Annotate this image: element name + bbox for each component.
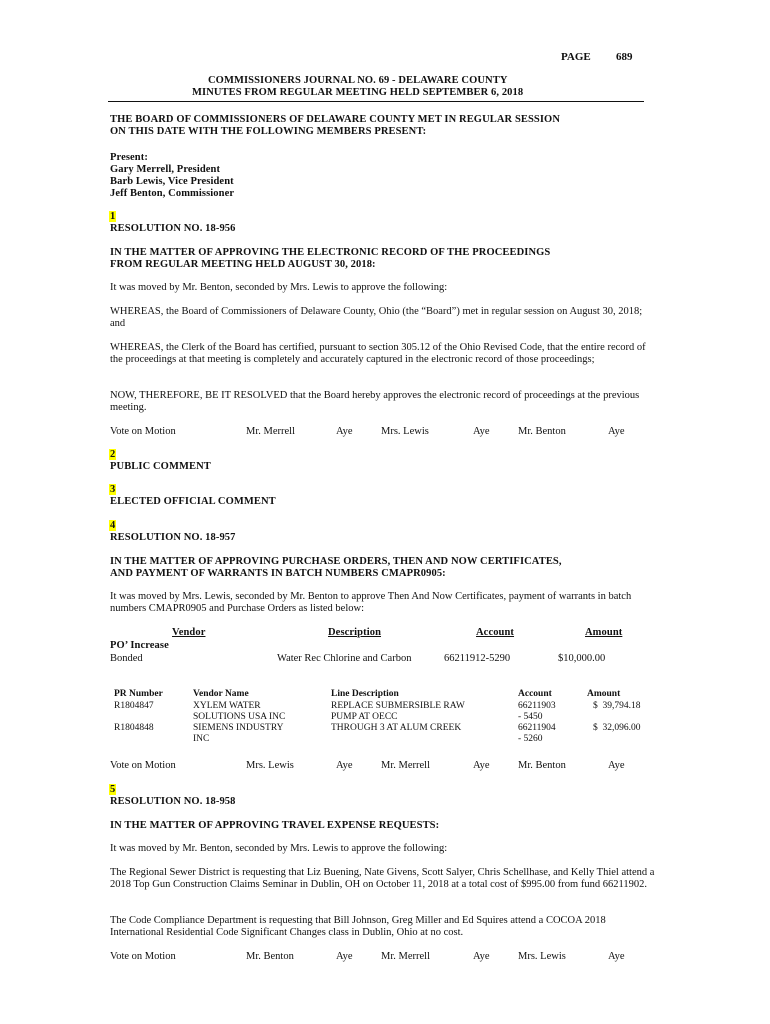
member-commissioner: Jeff Benton, Commissioner (110, 188, 235, 199)
col-header-vendor-name: Vendor Name (193, 689, 249, 699)
motion-text: It was moved by Mr. Benton, seconded by Mrs. Lewis to approve the following: (110, 843, 448, 854)
matter-heading-line2: FROM REGULAR MEETING HELD AUGUST 30, 2018: (110, 259, 376, 270)
whereas-paragraph: WHEREAS, the Board of Commissioners of Delaware County, Ohio (the “Board”) met in regular session on August 30, 2018; and (110, 306, 643, 329)
matter-heading: IN THE MATTER OF APPROVING TRAVEL EXPENSE REQUESTS: (110, 820, 440, 831)
resolution-title: RESOLUTION NO. 18-958 (110, 796, 236, 807)
present-label: Present: (110, 152, 148, 163)
item-number-5: 5 (110, 784, 116, 795)
section-title: ELECTED OFFICIAL COMMENT (110, 496, 276, 507)
vote-value: Aye (336, 951, 353, 962)
page-number: 689 (616, 51, 633, 63)
vote-value: Aye (336, 760, 353, 771)
po-description-cell: Water Rec Chlorine and Carbon (277, 653, 412, 664)
col-header-account: Account (518, 689, 552, 699)
member-president: Gary Merrell, President (110, 164, 221, 175)
col-header-pr-number: PR Number (114, 689, 163, 699)
section-title: PUBLIC COMMENT (110, 461, 211, 472)
amount-cell: $ 39,794.18 (593, 701, 641, 711)
col-header-amount: Amount (585, 627, 623, 638)
account-cell: 66211903 (518, 701, 556, 711)
col-header-description: Description (328, 627, 382, 638)
member-vice-president: Barb Lewis, Vice President (110, 176, 234, 187)
vote-row (0, 760, 770, 774)
vote-member: Mrs. Lewis (518, 951, 566, 962)
vote-value: Aye (336, 426, 353, 437)
item-number-3: 3 (110, 484, 116, 495)
page-label: PAGE (561, 51, 591, 63)
resolved-paragraph: NOW, THEREFORE, BE IT RESOLVED that the Board hereby approves the electronic record of proceedings at the previous meeting. (110, 390, 640, 413)
header-rule (108, 101, 644, 102)
po-amount-cell: $10,000.00 (558, 653, 606, 664)
motion-text: It was moved by Mrs. Lewis, seconded by Mr. Benton to approve Then And Now Certificates, payment of warrants in batch numbers CMAPR0905 and Purchase Orders as listed below: (110, 591, 632, 614)
vote-value: Aye (473, 760, 490, 771)
matter-heading-line1: IN THE MATTER OF APPROVING PURCHASE ORDERS, THEN AND NOW CERTIFICATES, (110, 556, 562, 567)
travel-request-paragraph: The Code Compliance Department is requesting that Bill Johnson, Greg Miller and Ed Squires attend a COCOA 2018 International Residential Code Significant Changes class in Dublin, Ohio at no cost. (110, 915, 606, 938)
col-header-vendor: Vendor (172, 627, 206, 638)
vote-label: Vote on Motion (110, 760, 176, 771)
vote-member: Mr. Merrell (381, 760, 430, 771)
col-header-line-description: Line Description (331, 689, 399, 699)
line-description-cell: REPLACE SUBMERSIBLE RAW (331, 701, 465, 711)
motion-text: It was moved by Mr. Benton, seconded by Mrs. Lewis to approve the following: (110, 282, 448, 293)
vendor-name-cell: SOLUTIONS USA INC (193, 712, 286, 722)
line-description-cell: PUMP AT OECC (331, 712, 398, 722)
vote-value: Aye (608, 951, 625, 962)
travel-request-paragraph: The Regional Sewer District is requesting that Liz Buening, Nate Givens, Scott Salyer, Chris Schellhase, and Kelly Thiel attend a 2018 Top Gun Construction Claims Seminar in Dublin, OH on October 11, 2018 at a total cost of $995.00 from fund 66211902. (110, 867, 655, 890)
item-number-1: 1 (110, 211, 116, 222)
account-cell: - 5260 (518, 734, 543, 744)
vote-row (0, 951, 770, 965)
account-cell: - 5450 (518, 712, 543, 722)
amount-cell: $ 32,096.00 (593, 723, 641, 733)
minutes-title: MINUTES FROM REGULAR MEETING HELD SEPTEMBER 6, 2018 (192, 87, 524, 98)
po-account-cell: 66211912-5290 (444, 653, 511, 664)
intro-heading-line2: ON THIS DATE WITH THE FOLLOWING MEMBERS PRESENT: (110, 126, 427, 137)
matter-heading-line2: AND PAYMENT OF WARRANTS IN BATCH NUMBERS CMAPR0905: (110, 568, 446, 579)
account-cell: 66211904 (518, 723, 556, 733)
pr-number-cell: R1804848 (114, 723, 154, 733)
vendor-name-cell: SIEMENS INDUSTRY (193, 723, 284, 733)
resolution-title: RESOLUTION NO. 18-956 (110, 223, 236, 234)
po-vendor-cell: Bonded (110, 653, 143, 664)
vote-member: Mrs. Lewis (246, 760, 294, 771)
item-number-2: 2 (110, 449, 116, 460)
vote-value: Aye (473, 951, 490, 962)
journal-title: COMMISSIONERS JOURNAL NO. 69 - DELAWARE COUNTY (208, 75, 508, 86)
vote-row (0, 426, 770, 440)
resolution-title: RESOLUTION NO. 18-957 (110, 532, 236, 543)
vote-member: Mr. Benton (518, 426, 566, 437)
col-header-amount: Amount (587, 689, 621, 699)
vote-member: Mr. Merrell (381, 951, 430, 962)
whereas-paragraph: WHEREAS, the Clerk of the Board has certified, pursuant to section 305.12 of the Ohio Revised Code, that the entire record of the proceedings at that meeting is completely and accurately captured in the electronic record of those proceedings; (110, 342, 646, 365)
item-number-4: 4 (110, 520, 116, 531)
vote-member: Mr. Benton (518, 760, 566, 771)
line-description-cell: THROUGH 3 AT ALUM CREEK (331, 723, 462, 733)
vote-value: Aye (608, 426, 625, 437)
vote-value: Aye (608, 760, 625, 771)
po-section-label: PO’ Increase (110, 640, 169, 651)
vote-member: Mrs. Lewis (381, 426, 429, 437)
vote-label: Vote on Motion (110, 951, 176, 962)
pr-number-cell: R1804847 (114, 701, 154, 711)
intro-heading-line1: THE BOARD OF COMMISSIONERS OF DELAWARE COUNTY MET IN REGULAR SESSION (110, 114, 561, 125)
vote-label: Vote on Motion (110, 426, 176, 437)
col-header-account: Account (476, 627, 515, 638)
vendor-name-cell: INC (193, 734, 210, 744)
vote-member: Mr. Merrell (246, 426, 295, 437)
vote-value: Aye (473, 426, 490, 437)
vendor-name-cell: XYLEM WATER (193, 701, 261, 711)
vote-member: Mr. Benton (246, 951, 294, 962)
matter-heading-line1: IN THE MATTER OF APPROVING THE ELECTRONIC RECORD OF THE PROCEEDINGS (110, 247, 551, 258)
